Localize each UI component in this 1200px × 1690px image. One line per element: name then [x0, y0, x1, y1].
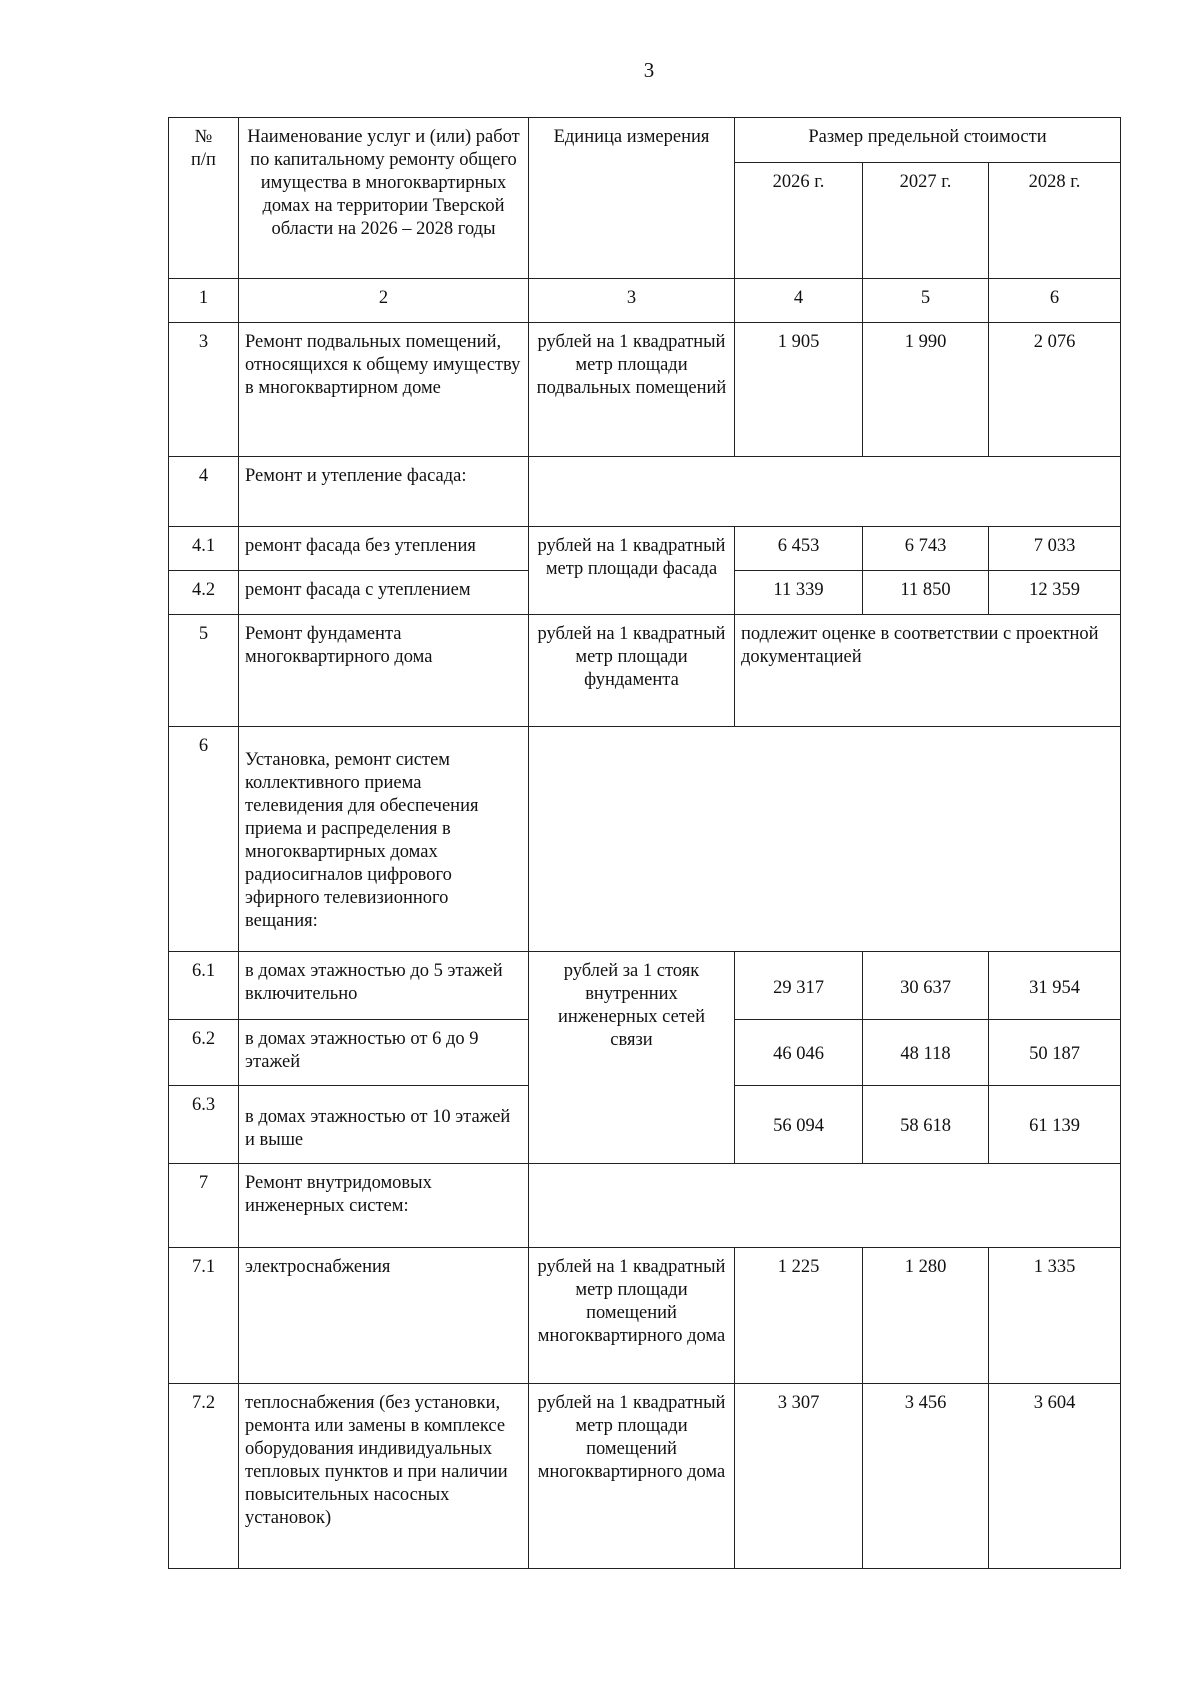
value-2028: 7 033: [989, 527, 1121, 571]
row-num: 7.1: [169, 1248, 239, 1384]
value-2026: 29 317: [735, 952, 863, 1020]
value-2027: 3 456: [863, 1384, 989, 1569]
value-2028: 50 187: [989, 1020, 1121, 1086]
value-2027: 11 850: [863, 571, 989, 615]
value-2027: 48 118: [863, 1020, 989, 1086]
row-name: электроснабжения: [239, 1248, 529, 1384]
page-number: 3: [643, 58, 655, 82]
value-2026: 11 339: [735, 571, 863, 615]
table-row: [169, 615, 1121, 727]
row-num: 4.1: [169, 527, 239, 571]
value-2027: 1 280: [863, 1248, 989, 1384]
empty-cell: [529, 457, 1121, 527]
value-2026: 46 046: [735, 1020, 863, 1086]
value-2026: 1 225: [735, 1248, 863, 1384]
header-year-2028: 2028 г.: [989, 163, 1121, 279]
row-name: Ремонт фундамента многоквартирного дома: [239, 615, 529, 727]
value-2028: 2 076: [989, 323, 1121, 457]
header-cost: Размер предельной стоимости: [735, 118, 1121, 163]
header-year-2027: 2027 г.: [863, 163, 989, 279]
row-name: ремонт фасада без утепления: [239, 527, 529, 571]
header-name: Наименование услуг и (или) работ по капитальному ремонту общего имущества в многоквартирных домах на территории Тверской области на 2026 – 2028 годы: [239, 118, 529, 279]
header-num: № п/п: [169, 118, 239, 279]
col-number: 3: [529, 279, 735, 323]
row-num: 3: [169, 323, 239, 457]
cost-table: [168, 117, 1121, 1569]
row-unit: рублей за 1 стояк внутренних инженерных сетей связи: [529, 952, 735, 1164]
row-name: в домах этажностью от 6 до 9 этажей: [239, 1020, 529, 1086]
row-num: 6: [169, 727, 239, 952]
row-name: ремонт фасада с утеплением: [239, 571, 529, 615]
row-name: в домах этажностью до 5 этажей включительно: [239, 952, 529, 1020]
col-number: 4: [735, 279, 863, 323]
col-number: 5: [863, 279, 989, 323]
row-num: 6.2: [169, 1020, 239, 1086]
empty-cell: [529, 727, 1121, 952]
row-name: Ремонт внутридомовых инженерных систем:: [239, 1164, 529, 1248]
assessment-note: подлежит оценке в соответствии с проектной документацией: [735, 615, 1121, 727]
row-unit: рублей на 1 квадратный метр площади фундамента: [529, 615, 735, 727]
row-num: 5: [169, 615, 239, 727]
row-num: 7: [169, 1164, 239, 1248]
row-name: теплоснабжения (без установки, ремонта или замены в комплексе оборудования индивидуальных тепловых пунктов и при наличии повысительных насосных установок): [239, 1384, 529, 1569]
table-row: [169, 1384, 1121, 1569]
row-num: 6.1: [169, 952, 239, 1020]
value-2026: 56 094: [735, 1086, 863, 1164]
value-2026: 6 453: [735, 527, 863, 571]
row-name: Ремонт подвальных помещений, относящихся к общему имуществу в многоквартирном доме: [239, 323, 529, 457]
row-num: 6.3: [169, 1086, 239, 1164]
table-row: [169, 1164, 1121, 1248]
value-2026: 3 307: [735, 1384, 863, 1569]
row-name: Установка, ремонт систем коллективного приема телевидения для обеспечения приема и распределения в многоквартирных домах радиосигналов цифрового эфирного телевизионного вещания:: [239, 727, 529, 952]
empty-cell: [529, 1164, 1121, 1248]
col-number: 6: [989, 279, 1121, 323]
row-unit: рублей на 1 квадратный метр площади помещений многоквартирного дома: [529, 1384, 735, 1569]
value-2026: 1 905: [735, 323, 863, 457]
col-number: 2: [239, 279, 529, 323]
row-num: 7.2: [169, 1384, 239, 1569]
row-num: 4: [169, 457, 239, 527]
table-row: [169, 527, 1121, 571]
table-row: [169, 323, 1121, 457]
value-2028: 31 954: [989, 952, 1121, 1020]
column-number-row: [169, 279, 1121, 323]
value-2027: 30 637: [863, 952, 989, 1020]
row-unit: рублей на 1 квадратный метр площади помещений многоквартирного дома: [529, 1248, 735, 1384]
value-2028: 3 604: [989, 1384, 1121, 1569]
header-year-2026: 2026 г.: [735, 163, 863, 279]
row-name: в домах этажностью от 10 этажей и выше: [239, 1086, 529, 1164]
value-2027: 1 990: [863, 323, 989, 457]
value-2027: 6 743: [863, 527, 989, 571]
value-2028: 61 139: [989, 1086, 1121, 1164]
value-2027: 58 618: [863, 1086, 989, 1164]
row-unit: рублей на 1 квадратный метр площади фасада: [529, 527, 735, 615]
table-row: [169, 952, 1121, 1020]
table-row: [169, 457, 1121, 527]
row-num: 4.2: [169, 571, 239, 615]
value-2028: 12 359: [989, 571, 1121, 615]
row-name: Ремонт и утепление фасада:: [239, 457, 529, 527]
table-row: [169, 1248, 1121, 1384]
col-number: 1: [169, 279, 239, 323]
table-row: [169, 727, 1121, 952]
row-unit: рублей на 1 квадратный метр площади подвальных помещений: [529, 323, 735, 457]
value-2028: 1 335: [989, 1248, 1121, 1384]
header-unit: Единица измерения: [529, 118, 735, 279]
